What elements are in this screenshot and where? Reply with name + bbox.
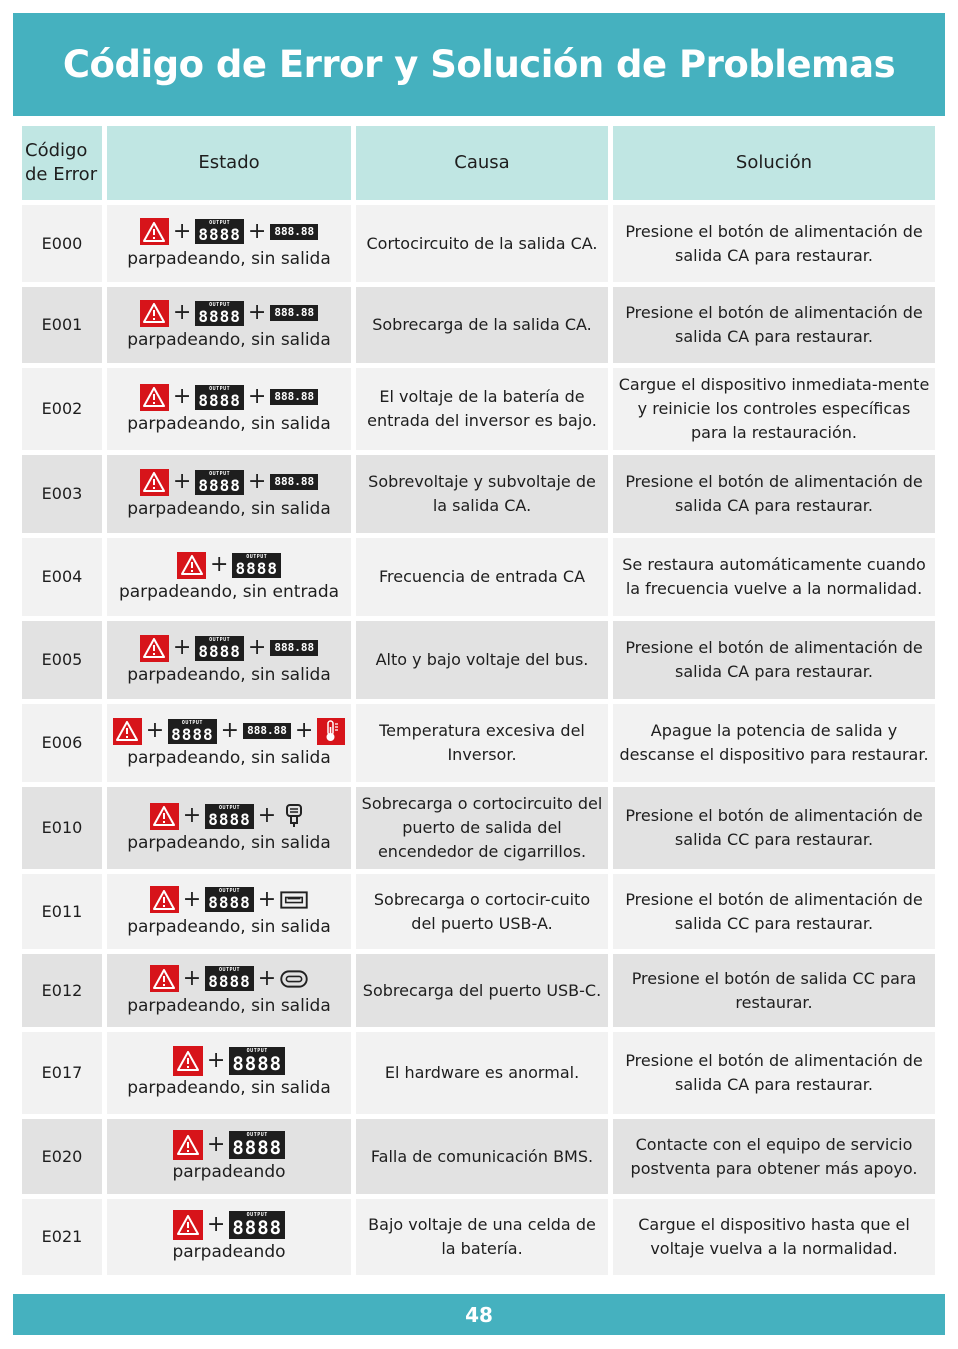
plus-icon: + [247,218,267,244]
warning-icon [173,1046,203,1076]
output-display-icon [195,636,244,661]
temperature-icon [317,718,345,745]
cause-cell: Sobrevoltaje y subvoltaje de la salida CA. [356,455,608,533]
warning-icon [150,965,179,992]
state-text: parpadeando, sin salida [127,414,331,434]
state-cell [107,704,351,782]
page-title: Código de Error y Solución de Problemas [62,43,896,86]
cause-cell: Temperatura excesiva del Inversor. [356,704,608,782]
state-text: parpadeando, sin salida [127,995,331,1016]
error-code: E002 [22,368,102,450]
frequency-display-icon [270,224,318,240]
state-icons [113,716,346,746]
state-text: parpadeando [172,1242,286,1262]
header-cause: Causa [356,126,608,200]
output-digits: 8888 [208,972,251,991]
error-code: E011 [22,874,102,949]
output-display-icon [195,219,244,244]
state-cell [107,1032,351,1114]
state-icons [140,467,318,497]
frequency-digits: 888.88 [274,390,315,403]
cause-cell: Alto y bajo voltaje del bus. [356,621,608,699]
output-digits: 8888 [232,1053,283,1075]
output-label: OUTPUT [246,1212,268,1218]
output-display-icon [205,804,254,829]
state-cell [107,1199,351,1275]
error-table-grid [22,126,936,1275]
output-label: OUTPUT [209,636,231,643]
solution-cell: Presione el botón de alimentación de salida CA para restaurar. [613,287,935,363]
frequency-display-icon [270,474,318,490]
warning-icon [140,300,169,327]
warning-icon [150,886,179,913]
cause-cell: Frecuencia de entrada CA [356,538,608,616]
state-icons [173,1130,285,1160]
state-text: parpadeando, sin salida [127,748,331,768]
state-icons [140,382,318,412]
output-display-icon [232,553,281,578]
header-solution: Solución [613,126,935,200]
plus-icon: + [172,469,192,494]
solution-cell: Presione el botón de alimentación de salida CA para restaurar. [613,1032,935,1114]
state-text: parpadeando [172,1161,286,1182]
solution-cell: Presione el botón de alimentación de salida CA para restaurar. [613,621,935,699]
error-code: E021 [22,1199,102,1275]
plus-icon: + [247,469,267,494]
frequency-display-icon [270,389,318,405]
output-display-icon [229,1047,285,1075]
state-icons [150,964,308,994]
output-display-icon [229,1131,285,1159]
output-digits: 8888 [198,225,241,244]
warning-icon [177,552,206,579]
state-cell [107,874,351,949]
cause-cell: Sobrecarga de la salida CA. [356,287,608,363]
frequency-digits: 888.88 [274,475,315,488]
output-label: OUTPUT [246,1048,268,1054]
plus-icon: + [210,552,229,577]
warning-icon [113,718,142,745]
output-label: OUTPUT [218,804,241,811]
cause-cell: Sobrecarga o cortocircuito del puerto de salida del encendedor de cigarrillos. [356,787,608,869]
output-digits: 8888 [208,893,251,912]
frequency-digits: 888.88 [274,641,315,654]
state-text: parpadeando, sin salida [127,248,331,269]
plus-icon: + [172,300,192,325]
warning-icon [173,1210,203,1240]
plus-icon: + [247,384,267,409]
state-cell [107,787,351,869]
state-text: parpadeando, sin salida [127,833,331,853]
state-icons [150,885,308,915]
solution-cell: Apague la potencia de salida y descanse el dispositivo para restaurar. [613,704,935,782]
cause-cell: Sobrecarga o cortocir-cuito del puerto USB-A. [356,874,608,949]
state-text: parpadeando, sin salida [127,330,331,350]
output-digits: 8888 [198,641,241,661]
state-icons [150,801,308,831]
state-cell [107,455,351,533]
state-icons [140,217,318,247]
header-code: Código de Error [22,126,102,200]
solution-cell: Presione el botón de alimentación de salida CA para restaurar. [613,455,935,533]
warning-icon [140,384,169,411]
state-cell [107,1119,351,1194]
output-display-icon [168,719,217,744]
solution-cell: Contacte con el equipo de servicio postventa para obtener más apoyo. [613,1119,935,1194]
plus-icon: + [220,718,240,743]
state-cell [107,205,351,282]
output-digits: 8888 [198,306,241,326]
plus-icon: + [182,965,202,991]
output-digits: 8888 [235,558,278,578]
state-text: parpadeando, sin salida [127,1078,331,1098]
output-label: OUTPUT [209,220,231,226]
solution-cell: Presione el botón de alimentación de salida CA para restaurar. [613,205,935,282]
header-state: Estado [107,126,351,200]
state-icons [177,550,281,580]
plus-icon: + [182,803,202,828]
warning-icon [173,1130,203,1160]
output-digits: 8888 [198,390,241,410]
output-label: OUTPUT [209,470,231,477]
error-code: E001 [22,287,102,363]
plus-icon: + [206,1131,226,1157]
warning-icon [140,635,169,662]
state-icons [173,1210,285,1240]
plus-icon: + [172,218,192,244]
plus-icon: + [257,965,277,991]
state-cell [107,621,351,699]
plus-icon: + [206,1048,226,1073]
plus-icon: + [145,718,165,743]
plus-icon: + [294,718,314,743]
error-code: E020 [22,1119,102,1194]
error-code: E003 [22,455,102,533]
frequency-digits: 888.88 [274,306,315,319]
state-cell [107,538,351,616]
solution-cell: Cargue el dispositivo hasta que el voltaje vuelva a la normalidad. [613,1199,935,1275]
output-display-icon [195,301,244,326]
state-text: parpadeando, sin salida [127,499,331,519]
state-cell [107,368,351,450]
cause-cell: El voltaje de la batería de entrada del inversor es bajo. [356,368,608,450]
state-icons [173,1046,285,1076]
output-display-icon [195,470,244,495]
cause-cell: Cortocircuito de la salida CA. [356,205,608,282]
state-cell [107,954,351,1027]
output-display-icon [205,887,254,912]
output-label: OUTPUT [209,301,231,308]
error-code: E005 [22,621,102,699]
frequency-digits: 888.88 [247,724,287,737]
cause-cell: Falla de comunicación BMS. [356,1119,608,1194]
plus-icon: + [172,384,192,409]
plus-icon: + [257,886,277,912]
solution-cell: Cargue el dispositivo inmediata-mente y reinicie los controles específicas para la restauración. [613,368,935,450]
output-label: OUTPUT [218,967,241,973]
error-code: E004 [22,538,102,616]
plus-icon: + [247,300,267,325]
error-code: E006 [22,704,102,782]
output-digits: 8888 [171,724,214,744]
output-display-icon [195,385,244,410]
plus-icon: + [206,1212,226,1237]
page-footer [13,1294,945,1335]
output-label: OUTPUT [218,888,241,894]
cause-cell: El hardware es anormal. [356,1032,608,1114]
error-table [22,126,936,1275]
output-label: OUTPUT [181,719,203,726]
error-code: E010 [22,787,102,869]
solution-cell: Presione el botón de salida CC para restaurar. [613,954,935,1027]
frequency-digits: 888.88 [274,224,315,238]
usb-c-icon [280,965,308,992]
usb-a-icon [280,886,308,913]
solution-cell: Presione el botón de alimentación de salida CC para restaurar. [613,874,935,949]
output-display-icon [205,966,254,991]
error-code: E012 [22,954,102,1027]
plus-icon: + [172,635,192,660]
frequency-display-icon [270,640,318,656]
plus-icon: + [182,886,202,912]
frequency-display-icon [270,305,318,321]
cause-cell: Sobrecarga del puerto USB-C. [356,954,608,1027]
output-digits: 8888 [198,475,241,495]
output-digits: 8888 [232,1217,283,1239]
frequency-display-icon [243,723,291,739]
output-display-icon [229,1211,285,1239]
output-label: OUTPUT [246,553,268,560]
plus-icon: + [257,803,277,828]
output-label: OUTPUT [209,385,231,392]
output-label: OUTPUT [246,1131,268,1138]
warning-icon [150,803,179,830]
warning-icon [140,218,169,245]
error-code: E000 [22,205,102,282]
plus-icon: + [247,635,267,660]
page-number: 48 [465,1302,493,1327]
output-digits: 8888 [208,809,251,829]
warning-icon [140,469,169,496]
state-icons [140,633,318,663]
state-text: parpadeando, sin salida [127,916,331,937]
state-icons [140,298,318,328]
solution-cell: Presione el botón de alimentación de salida CC para restaurar. [613,787,935,869]
state-cell [107,287,351,363]
output-digits: 8888 [232,1136,283,1159]
state-text: parpadeando, sin salida [127,665,331,685]
page-header [13,13,945,116]
cause-cell: Bajo voltaje de una celda de la batería. [356,1199,608,1275]
cigarette-lighter-icon [280,803,308,830]
state-text: parpadeando, sin entrada [118,582,340,602]
error-code: E017 [22,1032,102,1114]
solution-cell: Se restaura automáticamente cuando la frecuencia vuelve a la normalidad. [613,538,935,616]
